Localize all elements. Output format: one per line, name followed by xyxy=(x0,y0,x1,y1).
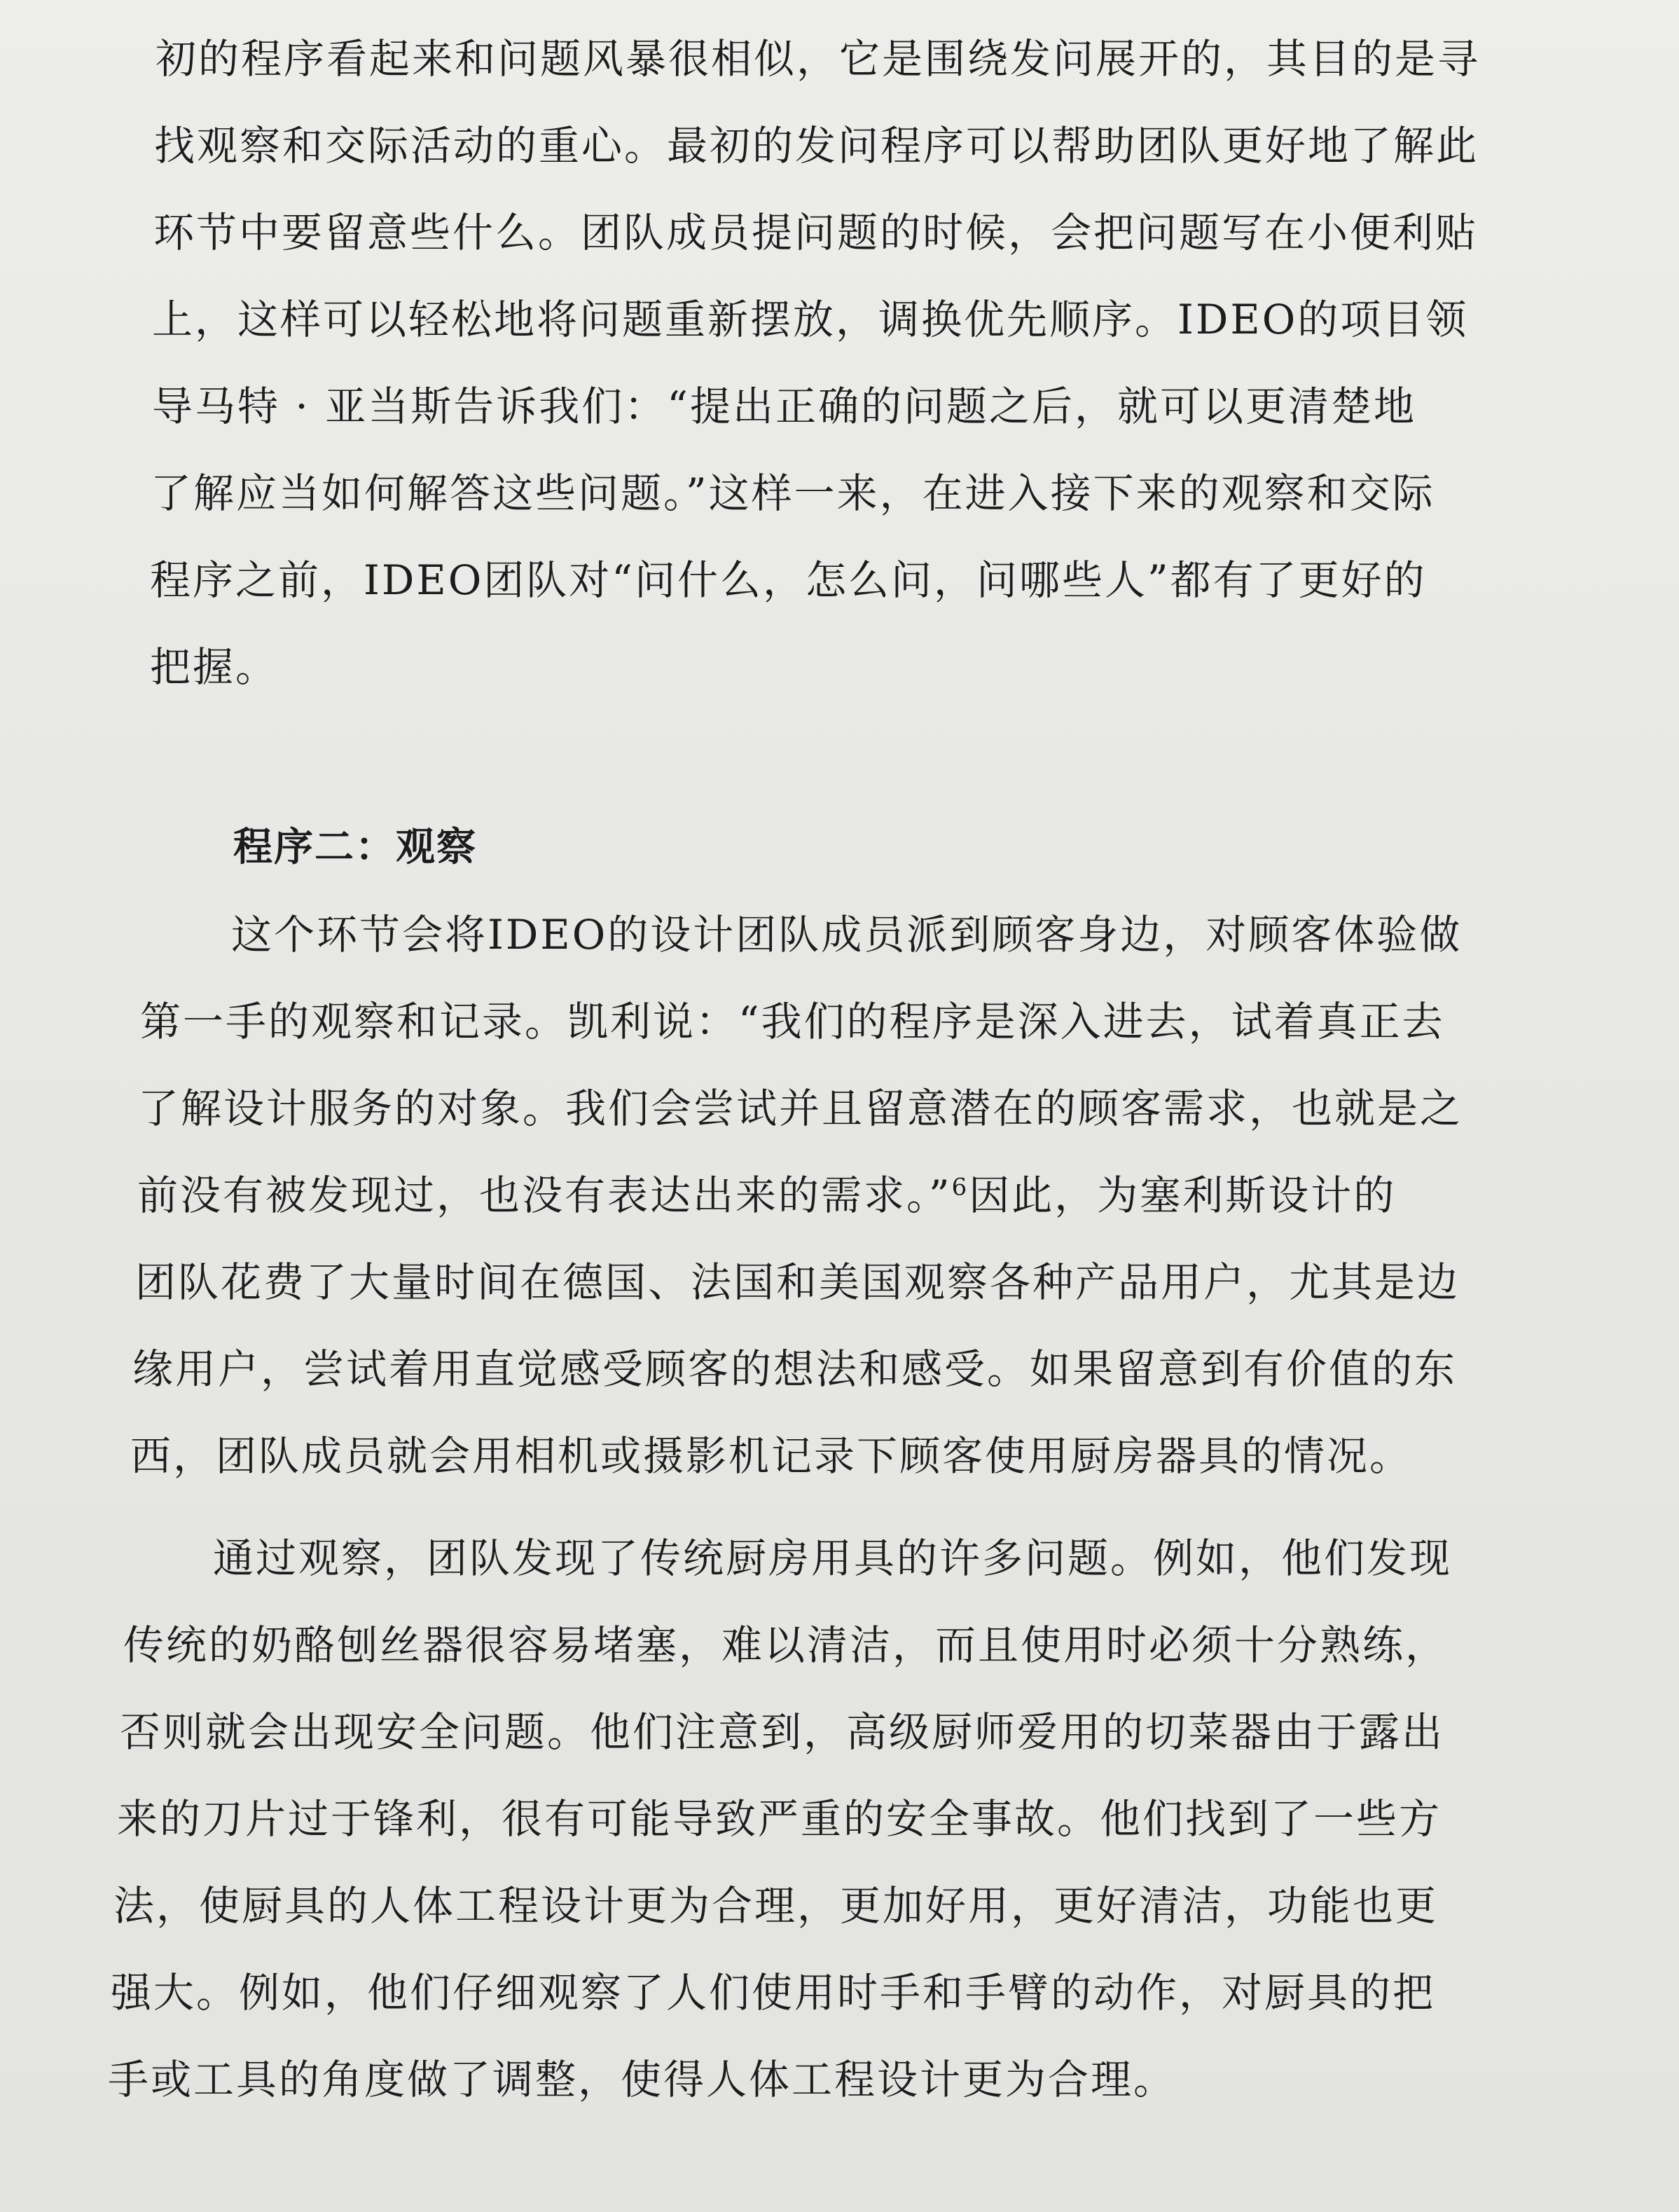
paragraph-line: 缘用户，尝试着用直觉感受顾客的想法和感受。如果留意到有价值的东 xyxy=(132,1345,1458,1393)
paragraph-line: 来的刀片过于锋利，很有可能导致严重的安全事故。他们找到了一些方 xyxy=(117,1795,1442,1843)
paragraph-line: 这个环节会将IDEO的设计团队成员派到顾客身边，对顾客体验做 xyxy=(231,911,1463,959)
paragraph-line: 把握。 xyxy=(150,643,279,691)
paragraph-line: 手或工具的角度做了调整，使得人体工程设计更为合理。 xyxy=(108,2056,1177,2103)
paragraph-line: 通过观察，团队发现了传统厨房用具的许多问题。例如，他们发现 xyxy=(213,1534,1453,1582)
paragraph-line: 程序之前，IDEO团队对“问什么，怎么问，问哪些人”都有了更好的 xyxy=(150,556,1427,604)
paragraph-line xyxy=(137,1167,1396,1223)
paragraph-line: 上，这样可以轻松地将问题重新摆放，调换优先顺序。IDEO的项目领 xyxy=(152,296,1469,343)
paragraph-line: 团队花费了大量时间在德国、法国和美国观察各种产品用户，尤其是边 xyxy=(135,1258,1460,1306)
paragraph-line: 初的程序看起来和问题风暴很相似，它是围绕发问展开的，其目的是寻 xyxy=(156,35,1481,83)
paragraph-line: 传统的奶酪刨丝器很容易堵塞，难以清洁，而且使用时必须十分熟练， xyxy=(123,1621,1449,1669)
paragraph-line: 找观察和交际活动的重心。最初的发问程序可以帮助团队更好地了解此 xyxy=(154,122,1479,170)
paragraph-line: 强大。例如，他们仔细观察了人们使用时手和手臂的动作，对厨具的把 xyxy=(111,1969,1436,2017)
paragraph-line: 环节中要留意些什么。团队成员提问题的时候，会把问题写在小便利贴 xyxy=(153,209,1479,256)
footnote-ref: 6 xyxy=(951,1173,969,1202)
paragraph-line: 第一手的观察和记录。凯利说：“我们的程序是深入进去，试着真正去 xyxy=(140,998,1445,1045)
paragraph-line-text: 前没有被发现过，也没有表达出来的需求。” xyxy=(137,1172,952,1219)
paragraph-line: 否则就会出现安全问题。他们注意到，高级厨师爱用的切菜器由于露出 xyxy=(120,1708,1445,1756)
paragraph-line-tail: 因此，为塞利斯设计的 xyxy=(969,1172,1397,1219)
paragraph-line: 了解设计服务的对象。我们会尝试并且留意潜在的顾客需求，也就是之 xyxy=(138,1085,1463,1132)
paragraph-line: 了解应当如何解答这些问题。”这样一来，在进入接下来的观察和交际 xyxy=(151,469,1435,517)
paragraph-line: 法，使厨具的人体工程设计更为合理，更加好用，更好清洁，功能也更 xyxy=(113,1882,1439,1930)
paragraph-line: 导马特 · 亚当斯告诉我们：“提出正确的问题之后，就可以更清楚地 xyxy=(152,383,1416,430)
section-heading: 程序二：观察 xyxy=(233,825,477,870)
paragraph-line: 西，团队成员就会用相机或摄影机记录下顾客使用厨房器具的情况。 xyxy=(130,1432,1413,1480)
